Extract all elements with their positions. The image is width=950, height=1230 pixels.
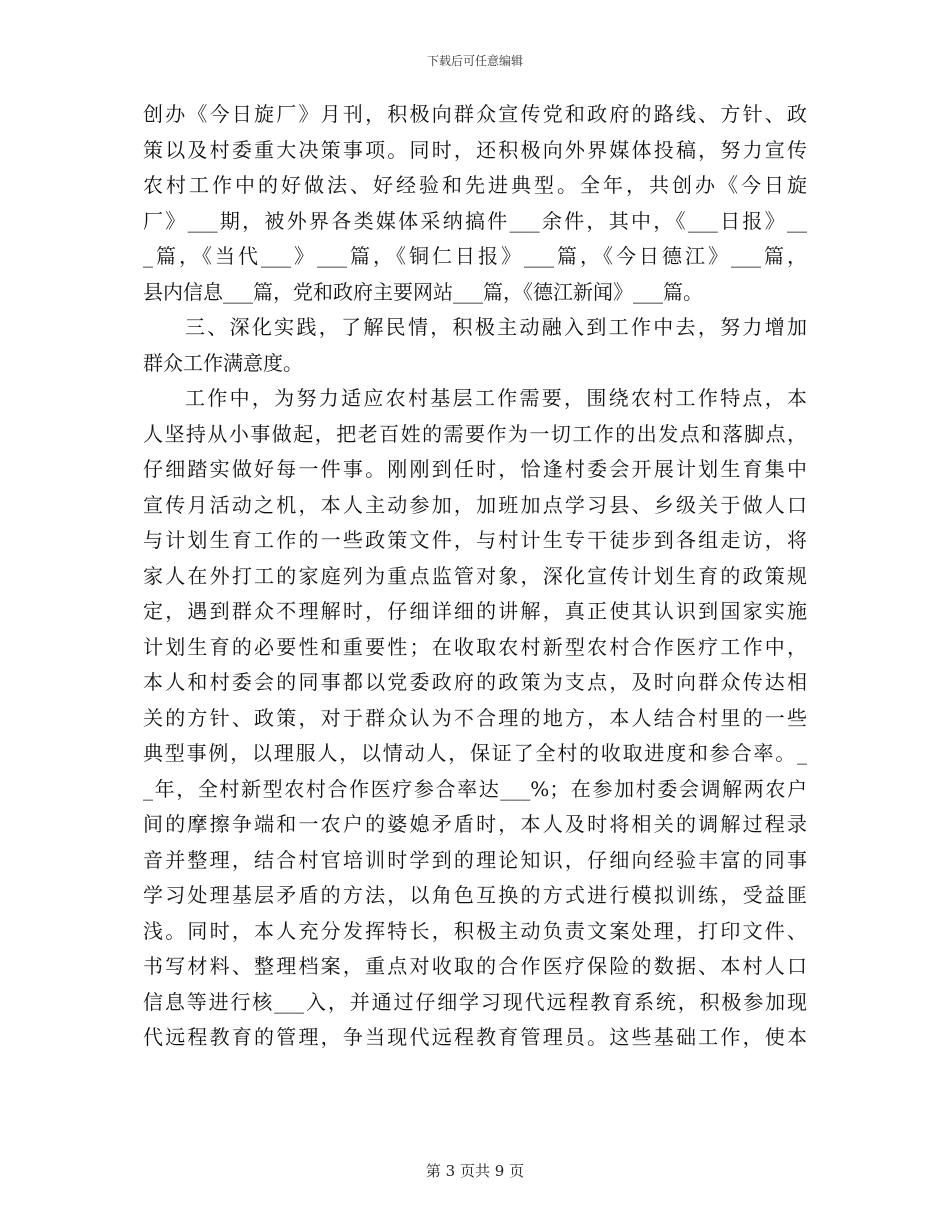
text-line: 书写材料、整理档案，重点对收取的合作医疗保险的数据、本村人口: [143, 954, 807, 978]
text-line: 厂》___期，被外界各类媒体采纳搞件___余件，其中，《___日报》__: [143, 208, 807, 233]
text-line: 学习处理基层矛盾的方法，以角色互换的方式进行模拟训练，受益匪: [143, 883, 807, 907]
text-line: 仔细踏实做好每一件事。刚刚到任时，恰逢村委会开展计划生育集中: [143, 457, 807, 481]
text-line: 人坚持从小事做起，把老百姓的需要作为一切工作的出发点和落脚点，: [143, 421, 807, 446]
text-line: 家人在外打工的家庭列为重点监管对象，深化宣传计划生育的政策规: [143, 563, 807, 588]
page-footer: 第 3 页共 9 页: [425, 1162, 525, 1180]
text-line: 工作中，为努力适应农村基层工作需要，围绕农村工作特点，本: [185, 386, 807, 410]
text-line: 农村工作中的好做法、好经验和先进典型。全年，共创办《今日旋: [143, 173, 807, 197]
text-line: 创办《今日旋厂》月刊，积极向群众宣传党和政府的路线、方针、政: [143, 102, 807, 126]
section-heading-line: 群众工作满意度。: [143, 350, 303, 375]
text-line: 定，遇到群众不理解时，仔细详细的讲解，真正使其认识到国家实施: [143, 599, 807, 623]
text-line: 关的方针、政策，对于群众认为不合理的地方，本人结合村里的一些: [143, 705, 807, 730]
text-line: 策以及村委重大决策事项。同时，还积极向外界媒体投稿，努力宣传: [143, 137, 807, 162]
text-line: 间的摩擦争端和一农户的婆媳矛盾时，本人及时将相关的调解过程录: [143, 812, 807, 836]
text-line: 县内信息___篇，党和政府主要网站___篇，《德江新闻》___篇。: [143, 279, 703, 304]
text-line: 宣传月活动之机，本人主动参加，加班加点学习县、乡级关于做人口: [143, 492, 807, 517]
text-line: 音并整理，结合村官培训时学到的理论知识，仔细向经验丰富的同事: [143, 847, 807, 872]
body-text: [143, 97, 807, 1056]
text-line: 浅。同时，本人充分发挥特长，积极主动负责文案处理，打印文件、: [143, 918, 807, 943]
text-line: 计划生育的必要性和重要性；在收取农村新型农村合作医疗工作中，: [143, 634, 807, 659]
text-line: 与计划生育工作的一些政策文件，与村计生专干徒步到各组走访，将: [143, 528, 807, 552]
text-line: 本人和村委会的同事都以党委政府的政策为支点，及时向群众传达相: [143, 670, 807, 694]
text-line: _年，全村新型农村合作医疗参合率达___%；在参加村委会调解两农户: [143, 776, 807, 801]
section-heading-line: 三、深化实践，了解民情，积极主动融入到工作中去，努力增加: [185, 315, 807, 339]
page-header: 下载后可任意编辑: [426, 54, 523, 68]
text-line: 典型事例，以理服人，以情动人，保证了全村的收取进度和参合率。_: [143, 741, 807, 765]
text-line: _篇，《当代___》___篇，《铜仁日报》___篇，《今日德江》___篇，: [143, 244, 807, 268]
text-line: 代远程教育的管理，争当现代远程教育管理员。这些基础工作，使本: [143, 1025, 807, 1049]
text-line: 信息等进行核___入，并通过仔细学习现代远程教育系统，积极参加现: [143, 989, 807, 1014]
